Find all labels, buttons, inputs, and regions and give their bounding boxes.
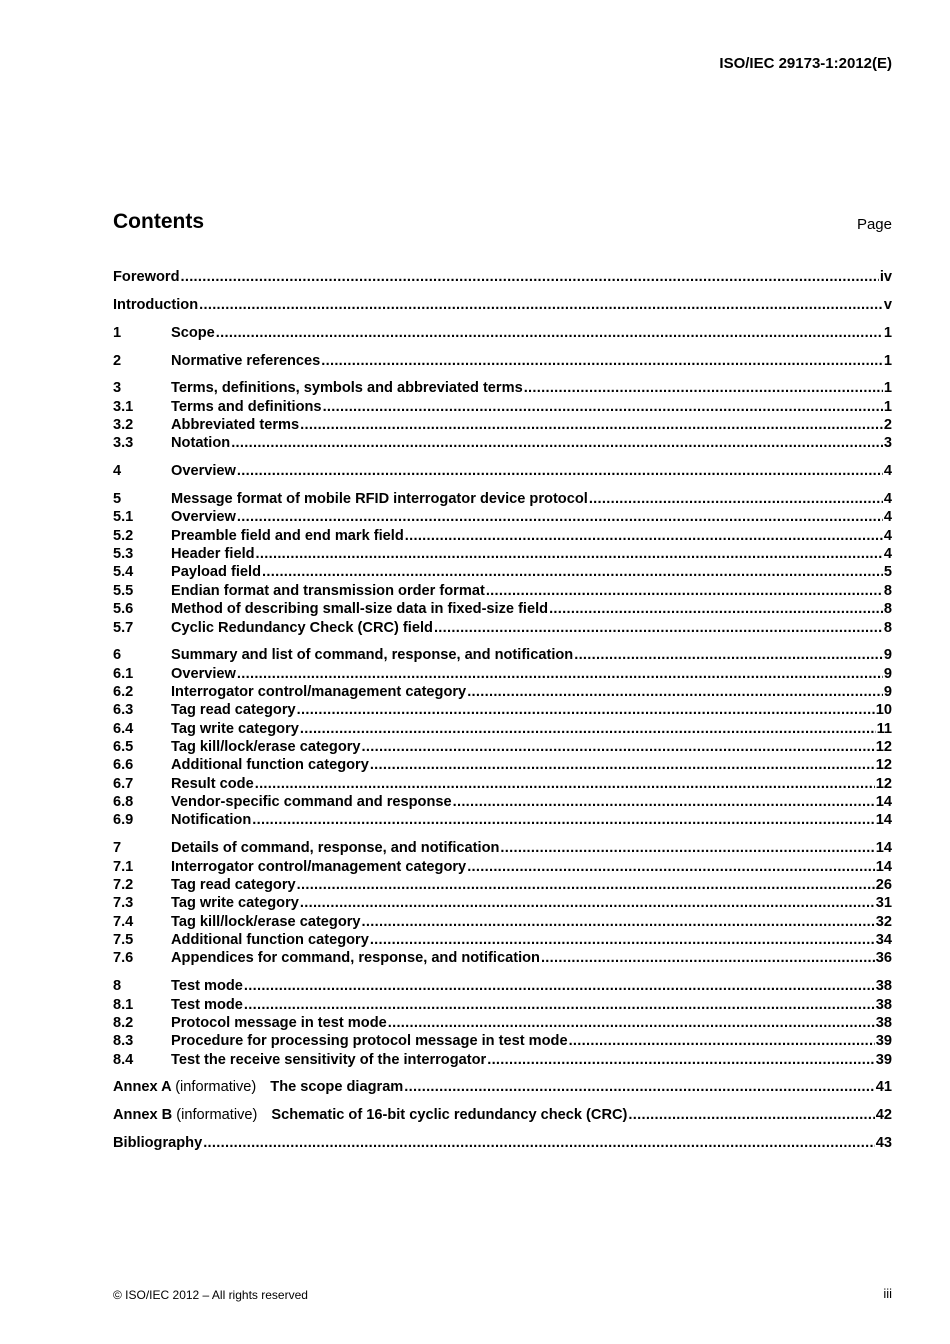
toc-entry-annex-b[interactable] (113, 1106, 892, 1124)
toc-group (113, 462, 892, 480)
toc-entry-title: Test the receive sensitivity of the interrogator (171, 1051, 487, 1068)
annex-label (113, 1106, 271, 1124)
dot-leader (255, 775, 875, 793)
toc-group (113, 839, 892, 967)
toc-entry-title: Tag write category (171, 895, 299, 912)
toc-group (113, 1078, 892, 1096)
toc-entry-title: Terms and definitions (171, 398, 322, 415)
toc-entry-page: 14 (875, 794, 892, 811)
toc-entry[interactable] (113, 977, 892, 995)
toc-entry-number: 4 (113, 463, 122, 480)
toc-entry-number: 8.1 (113, 996, 134, 1013)
dot-leader (231, 434, 883, 452)
toc-entry-number: 6.3 (113, 702, 134, 719)
toc-entry-page: 14 (875, 812, 892, 829)
toc-entry[interactable] (113, 462, 892, 480)
toc-entry[interactable] (113, 379, 892, 397)
toc-entry-number: 3.3 (113, 435, 134, 452)
dot-leader (574, 646, 883, 664)
toc-entry-title: Interrogator control/management category (171, 858, 467, 875)
dot-leader (237, 508, 883, 526)
toc-entry[interactable] (113, 1014, 892, 1032)
toc-entry-page: 10 (875, 702, 892, 719)
toc-entry-title: Test mode (171, 978, 243, 995)
dot-leader (569, 1032, 875, 1050)
toc-entry-page: 8 (883, 619, 892, 636)
toc-group (113, 324, 892, 342)
toc-entry-page: 4 (883, 527, 892, 544)
toc-entry-page: 4 (883, 463, 892, 480)
toc-entry[interactable] (113, 416, 892, 434)
toc-entry-title: Normative references (171, 352, 321, 369)
toc-entry[interactable] (113, 527, 892, 545)
toc-entry-number: 6.6 (113, 757, 134, 774)
dot-leader (524, 379, 883, 397)
toc-entry-title: Schematic of 16-bit cyclic redundancy check (CRC) (271, 1107, 628, 1124)
toc-entry-page: 11 (876, 720, 892, 737)
toc-entry[interactable] (113, 996, 892, 1014)
annex-letter: Annex A (113, 1079, 172, 1096)
toc-entry-number: 8.2 (113, 1014, 134, 1031)
toc-entry-title: Header field (171, 546, 255, 563)
toc-entry-title: Payload field (171, 564, 262, 581)
dot-leader (297, 876, 875, 894)
toc-entry[interactable] (113, 720, 892, 738)
annex-type: (informative) (176, 1107, 258, 1124)
toc-entry-number: 7.4 (113, 913, 134, 930)
toc-entry[interactable] (113, 600, 892, 618)
toc-entry-annex-a[interactable] (113, 1078, 892, 1096)
dot-leader (244, 996, 875, 1014)
document-id: ISO/IEC 29173-1:2012(E) (719, 55, 892, 72)
toc-entry-page: 9 (883, 684, 892, 701)
toc-entry-number: 8 (113, 978, 122, 995)
toc-entry-page: 12 (875, 775, 892, 792)
toc-entry[interactable] (113, 582, 892, 600)
toc-entry-number: 7.3 (113, 895, 134, 912)
toc-entry-number: 7.1 (113, 858, 134, 875)
toc-entry-title: Appendices for command, response, and notification (171, 950, 540, 967)
dot-leader (467, 683, 883, 701)
toc-entry-number: 8.4 (113, 1051, 134, 1068)
toc-entry-number: 5.2 (113, 527, 134, 544)
toc-entry-title: Endian format and transmission order format (171, 582, 485, 599)
toc-entry-page: 38 (875, 1014, 892, 1031)
toc-entry-title: Terms, definitions, symbols and abbreviated terms (171, 380, 523, 397)
toc-entry-number: 5.7 (113, 619, 134, 636)
dot-leader (216, 324, 883, 342)
toc-entry[interactable] (113, 894, 892, 912)
toc-entry-page: 9 (883, 665, 892, 682)
dot-leader (237, 665, 883, 683)
toc-entry[interactable] (113, 683, 892, 701)
toc-entry-title: Details of command, response, and notification (171, 840, 500, 857)
toc-entry-number: 3 (113, 380, 122, 397)
toc-entry-page: 39 (875, 1033, 892, 1050)
toc-entry-number: 7.5 (113, 932, 134, 948)
toc-entry-page: 38 (875, 996, 892, 1013)
toc-entry[interactable] (113, 434, 892, 452)
toc-group (113, 268, 892, 286)
toc-entry-page: 14 (875, 840, 892, 857)
dot-leader (321, 352, 883, 370)
toc-entry-title: Message format of mobile RFID interrogator device protocol (171, 491, 588, 508)
toc-entry[interactable] (113, 876, 892, 894)
toc-entry-page: 8 (883, 582, 892, 599)
dot-leader (487, 1051, 875, 1069)
toc-entry-number: 5 (113, 491, 122, 508)
toc-entry-number: 5.1 (113, 509, 134, 526)
dot-leader (256, 545, 883, 563)
toc-entry-page: 36 (875, 950, 892, 967)
toc-entry-page: 1 (883, 352, 892, 369)
toc-entry-title: Tag kill/lock/erase category (171, 739, 361, 756)
toc-entry[interactable] (113, 931, 892, 949)
toc-entry-title: Additional function category (171, 757, 369, 774)
toc-entry-page: iv (879, 269, 892, 285)
toc-entry-page: 14 (875, 858, 892, 875)
dot-leader (434, 619, 883, 637)
toc-entry-page: 1 (883, 380, 892, 397)
toc-entry-number: 8.3 (113, 1033, 134, 1050)
toc-entry-page: 4 (883, 491, 892, 508)
toc-entry-number: 6.9 (113, 812, 134, 829)
dot-leader (453, 793, 875, 811)
toc-entry[interactable] (113, 619, 892, 637)
toc-group (113, 490, 892, 637)
toc-group (113, 352, 892, 370)
dot-leader (300, 894, 875, 912)
toc-entry-page: 2 (883, 417, 892, 434)
toc-entry[interactable] (113, 352, 892, 370)
toc-entry-foreword[interactable] (113, 268, 892, 286)
toc-entry-page: 34 (875, 932, 892, 948)
dot-leader (297, 701, 875, 719)
toc-entry-number: 6.2 (113, 684, 134, 701)
dot-leader (262, 563, 883, 581)
toc-entry[interactable] (113, 1051, 892, 1069)
dot-leader (252, 811, 875, 829)
dot-leader (549, 600, 883, 618)
toc-entry-page: 41 (875, 1079, 892, 1096)
toc-entry-title: Abbreviated terms (171, 417, 300, 434)
toc-group (113, 646, 892, 829)
toc-entry[interactable] (113, 775, 892, 793)
toc-entry-title: Protocol message in test mode (171, 1014, 387, 1031)
dot-leader (362, 738, 875, 756)
toc-entry-number: 3.2 (113, 417, 134, 434)
toc-entry-page: 3 (883, 435, 892, 452)
toc-entry-number: 2 (113, 352, 122, 369)
toc-entry-number: 6.4 (113, 720, 134, 737)
toc-group (113, 379, 892, 452)
toc-entry-title: Overview (171, 665, 236, 682)
table-of-contents (113, 268, 892, 1162)
annex-letter: Annex B (113, 1107, 173, 1124)
dot-leader (388, 1014, 875, 1032)
toc-entry-page: 43 (875, 1135, 892, 1152)
dot-leader (404, 1078, 874, 1096)
toc-entry-page: 26 (875, 876, 892, 893)
toc-entry-title: Notification (171, 812, 252, 829)
page-column-label: Page (856, 216, 892, 233)
toc-entry-page: 42 (875, 1107, 892, 1124)
toc-entry-number: 6.5 (113, 739, 134, 756)
toc-entry-title: Result code (171, 775, 254, 792)
toc-entry-title: Procedure for processing protocol message in test mode (171, 1033, 568, 1050)
toc-entry-title: Interrogator control/management category (171, 684, 467, 701)
dot-leader (244, 977, 875, 995)
toc-entry-title: Introduction (113, 296, 199, 313)
toc-entry-title: Tag write category (171, 720, 299, 737)
toc-entry[interactable] (113, 398, 892, 416)
toc-entry[interactable] (113, 545, 892, 563)
toc-entry-number: 1 (113, 324, 122, 341)
toc-entry-page: 32 (875, 913, 892, 930)
toc-entry[interactable] (113, 913, 892, 931)
toc-entry-title: Test mode (171, 996, 243, 1013)
toc-entry-number: 7.2 (113, 876, 134, 893)
toc-entry-title: Vendor-specific command and response (171, 794, 452, 811)
dot-leader (323, 398, 883, 416)
footer-copyright: © ISO/IEC 2012 – All rights reserved (113, 1288, 308, 1302)
toc-entry-number: 7.6 (113, 950, 134, 967)
footer-page-number: iii (883, 1286, 892, 1301)
toc-entry[interactable] (113, 756, 892, 774)
toc-entry-number: 3.1 (113, 398, 134, 415)
dot-leader (500, 839, 874, 857)
toc-entry-number: 5.3 (113, 546, 134, 563)
dot-leader (362, 913, 875, 931)
toc-entry[interactable] (113, 324, 892, 342)
toc-entry[interactable] (113, 508, 892, 526)
dot-leader (199, 296, 883, 314)
dot-leader (300, 416, 883, 434)
toc-entry[interactable] (113, 793, 892, 811)
dot-leader (180, 268, 878, 286)
toc-entry[interactable] (113, 839, 892, 857)
toc-entry-title: Overview (171, 463, 236, 480)
dot-leader (628, 1106, 874, 1124)
dot-leader (300, 720, 876, 738)
toc-entry[interactable] (113, 701, 892, 719)
toc-entry-page: 39 (875, 1051, 892, 1068)
toc-entry-page: v (883, 296, 892, 313)
dot-leader (203, 1134, 875, 1152)
toc-entry-page: 5 (883, 564, 892, 581)
toc-entry-page: 12 (875, 739, 892, 756)
toc-group (113, 1134, 892, 1152)
toc-entry-title: Preamble field and end mark field (171, 527, 404, 544)
toc-entry-bibliography[interactable] (113, 1134, 892, 1152)
toc-entry[interactable] (113, 1032, 892, 1050)
toc-entry-page: 9 (883, 647, 892, 664)
toc-entry[interactable] (113, 665, 892, 683)
toc-entry-title: Cyclic Redundancy Check (CRC) field (171, 619, 433, 636)
toc-entry-title: Additional function category (171, 932, 369, 948)
toc-entry[interactable] (113, 949, 892, 967)
toc-entry-title: Tag kill/lock/erase category (171, 913, 361, 930)
toc-entry-number: 6 (113, 647, 122, 664)
dot-leader (486, 582, 883, 600)
toc-entry[interactable] (113, 563, 892, 581)
dot-leader (541, 949, 875, 967)
toc-entry-page: 4 (883, 509, 892, 526)
page-title: Contents (113, 210, 204, 233)
dot-leader (370, 756, 875, 774)
toc-entry-introduction[interactable] (113, 296, 892, 314)
toc-entry-page: 8 (883, 601, 892, 618)
toc-entry-title: Scope (171, 324, 215, 341)
dot-leader (237, 462, 883, 480)
toc-entry-title: Tag read category (171, 702, 296, 719)
dot-leader (405, 527, 883, 545)
toc-entry-page: 38 (875, 978, 892, 995)
annex-label (113, 1078, 270, 1096)
toc-entry[interactable] (113, 646, 892, 664)
dot-leader (370, 931, 875, 949)
toc-group (113, 296, 892, 314)
toc-entry-title: Overview (171, 509, 236, 526)
toc-group (113, 977, 892, 1069)
toc-entry-title: Notation (171, 435, 231, 452)
toc-entry-title: Summary and list of command, response, and notification (171, 647, 574, 664)
toc-entry-title: Foreword (113, 269, 180, 285)
toc-entry-number: 5.6 (113, 601, 134, 618)
toc-entry-page: 1 (883, 324, 892, 341)
toc-entry-title: Tag read category (171, 876, 296, 893)
dot-leader (589, 490, 883, 508)
toc-group (113, 1106, 892, 1124)
annex-type: (informative) (175, 1079, 257, 1096)
toc-entry-title: Bibliography (113, 1135, 203, 1152)
toc-entry-title: The scope diagram (270, 1079, 404, 1096)
toc-entry-number: 5.4 (113, 564, 134, 581)
toc-entry-number: 6.8 (113, 794, 134, 811)
toc-entry-number: 6.1 (113, 665, 134, 682)
toc-entry-title: Method of describing small-size data in fixed-size field (171, 601, 549, 618)
toc-entry-number: 5.5 (113, 582, 134, 599)
toc-entry[interactable] (113, 858, 892, 876)
toc-entry-number: 6.7 (113, 775, 134, 792)
toc-entry-page: 1 (883, 398, 892, 415)
toc-entry[interactable] (113, 811, 892, 829)
toc-entry[interactable] (113, 738, 892, 756)
toc-entry-page: 4 (883, 546, 892, 563)
dot-leader (467, 858, 875, 876)
toc-entry-page: 12 (875, 757, 892, 774)
toc-entry-page: 31 (875, 895, 892, 912)
toc-entry[interactable] (113, 490, 892, 508)
toc-entry-number: 7 (113, 840, 122, 857)
